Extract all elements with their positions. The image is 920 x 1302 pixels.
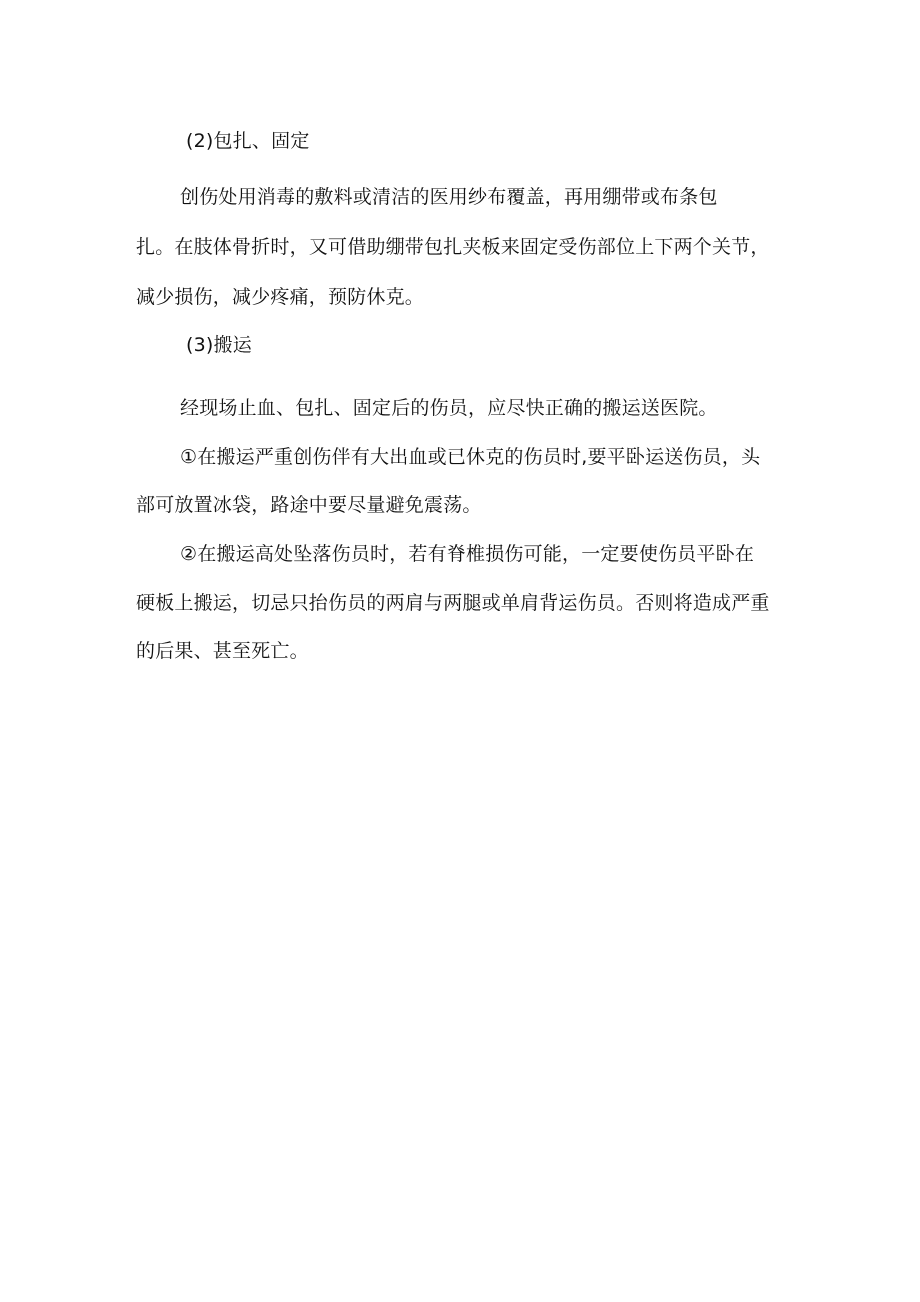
paragraph-line: 经现场止血、包扎、固定后的伤员，应尽快正确的搬运送医院。 <box>180 397 718 419</box>
section-heading-transport: (3)搬运 <box>186 334 252 356</box>
section-heading-bandage-fix: (2)包扎、固定 <box>186 130 310 152</box>
paragraph-line: 的后果、甚至死亡。 <box>136 640 309 662</box>
paragraph-line: 减少损伤，减少疼痛，预防休克。 <box>136 286 425 308</box>
paragraph-line: ②在搬运高处坠落伤员时，若有脊椎损伤可能，一定要使伤员平卧在 <box>180 543 755 565</box>
paragraph-line: ①在搬运严重创伤伴有大出血或已休克的伤员时,要平卧运送伤员，头 <box>180 446 761 468</box>
paragraph-line: 硬板上搬运，切忌只抬伤员的两肩与两腿或单肩背运伤员。否则将造成严重 <box>136 592 770 614</box>
paragraph-line: 创伤处用消毒的敷料或清洁的医用纱布覆盖，再用绷带或布条包 <box>180 186 718 208</box>
paragraph-line: 部可放置冰袋，路途中要尽量避免震荡。 <box>136 494 482 516</box>
paragraph-line: 扎。在肢体骨折时，又可借助绷带包扎夹板来固定受伤部位上下两个关节， <box>136 236 770 258</box>
